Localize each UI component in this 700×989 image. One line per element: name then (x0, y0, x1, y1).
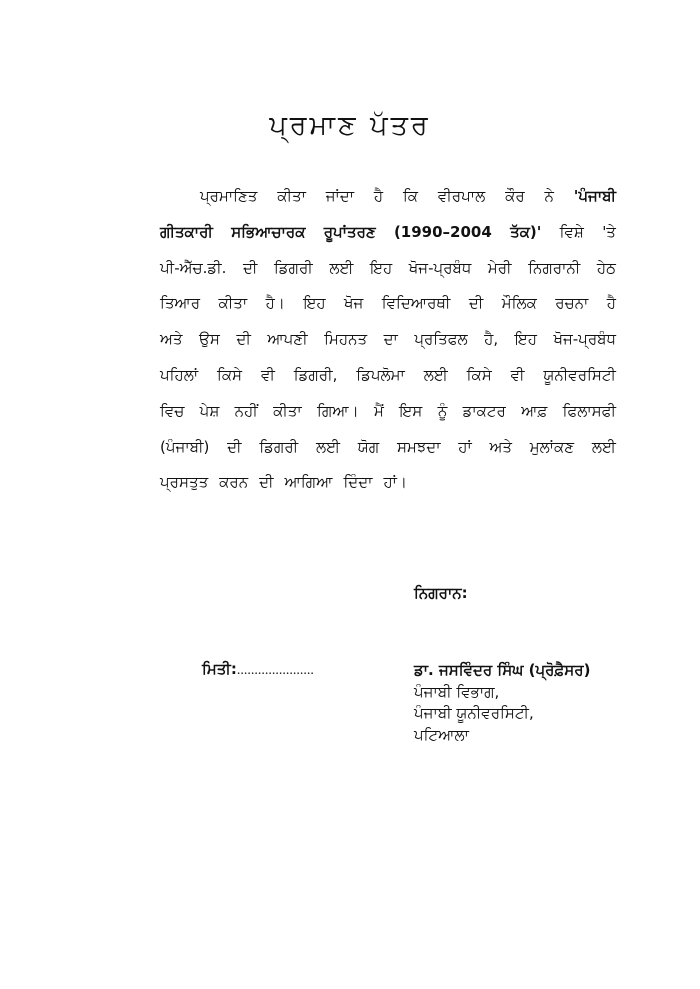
word: ਹੇਠ (596, 258, 616, 277)
word: ਲਈ (329, 258, 354, 277)
word: ਕੀਤਾ (273, 401, 302, 420)
word: ਨਿਗਰਾਨੀ (528, 258, 581, 277)
bold-word: ਤੱਕ)' (510, 222, 542, 241)
word: ਇਹ (514, 330, 537, 349)
word: ਵੀ (260, 365, 275, 384)
bold-word: 'ਪੰਜਾਬੀ (573, 187, 616, 205)
date-block (202, 660, 314, 679)
word: ਪਹਿਲਾਂ (160, 365, 199, 384)
word: ਮੁਲਾਂਕਣ (529, 437, 575, 456)
word: ਵਿਚ (160, 401, 185, 420)
word: ਯੂਨੀਵਰਸਿਟੀ (543, 365, 616, 384)
word: ਅਤੇ (160, 330, 183, 349)
word: ਮੈਂ (374, 401, 384, 420)
bold-word: ਸਭਿਆਚਾਰਕ (231, 222, 306, 241)
word: ਕਰਨ (219, 473, 249, 492)
word: 'ਤੇ (602, 222, 616, 241)
word: ਇਸ (399, 401, 423, 420)
university: ਪੰਜਾਬੀ ਯੂਨੀਵਰਸਿਟੀ, (414, 704, 534, 722)
paragraph-line (160, 187, 616, 223)
word: ਸਮਝਦਾ (396, 437, 441, 456)
paragraph-line (160, 259, 616, 295)
bold-word: ਗੀਤਕਾਰੀ (160, 222, 213, 241)
word: ਵੀਰਪਾਲ (437, 187, 486, 205)
bold-word: ਰੂਪਾਂਤਰਣ (323, 222, 376, 241)
word: ਲਈ (591, 437, 616, 456)
city: ਪਟਿਆਲਾ (414, 725, 469, 744)
word: ਇਹ (303, 294, 326, 313)
word: ਹੈ (373, 187, 384, 205)
word: ਲਈ (315, 437, 340, 456)
word: ਨੂੰ (437, 401, 448, 420)
word: ਦੀ (242, 258, 258, 277)
word: ਜਾਂਦਾ (325, 187, 354, 205)
word: ਵਿਸ਼ੇ (559, 222, 584, 241)
paragraph-line (160, 330, 616, 366)
word: ਡਾਕਟਰ (462, 401, 506, 420)
date-blank: ...................... (236, 663, 314, 678)
paragraph-line (160, 473, 616, 509)
word: ਆਫ਼ (521, 401, 548, 420)
word: ਡਿਗਰੀ (273, 258, 313, 277)
word: ਕਿ (402, 187, 419, 205)
word: ਆਪਣੀ (267, 330, 308, 349)
word: ਦਾ (383, 330, 398, 349)
paragraph-line (160, 366, 616, 402)
word: ਵੀ (510, 365, 525, 384)
supervisor-label: ਨਿਗਰਾਨ: (414, 584, 468, 602)
word: ਨੇ (544, 187, 554, 205)
paragraph-line (160, 223, 616, 259)
word: (ਪੰਜਾਬੀ) (160, 437, 210, 456)
word: ਪ੍ਰਮਾਣਿਤ (200, 187, 258, 205)
word: ਪ੍ਰਸਤੁਤ (160, 473, 209, 492)
word: ਆਗਿਆ (284, 473, 333, 492)
word: ਕਿਸੇ (466, 365, 492, 384)
word: ਡਿਗਰੀ (259, 437, 299, 456)
word: ਹੈ, (484, 330, 499, 349)
word: ਦੀ (236, 330, 251, 349)
word: ਦੀ (227, 437, 242, 456)
word: ਪੇਸ਼ (199, 401, 220, 420)
word: ਹਾਂ। (383, 473, 408, 492)
signature-block (414, 660, 590, 746)
word: ਡਿਗਰੀ, (293, 365, 338, 384)
paragraph-line (160, 294, 616, 330)
supervisor-name: ਡਾ. ਜਸਵਿੰਦਰ ਸਿੰਘ (ਪ੍ਰੋਫ਼ੈਸਰ) (414, 661, 591, 679)
department: ਪੰਜਾਬੀ ਵਿਭਾਗ, (414, 682, 500, 701)
word: ਰਚਨਾ (555, 294, 589, 313)
word: ਇਹ (369, 258, 393, 277)
word: ਲਈ (423, 365, 448, 384)
word: ਕੀਤਾ (277, 187, 306, 205)
word: ਅਤੇ (489, 437, 513, 456)
word: ਮੌਲਿਕ (501, 294, 537, 313)
word: ਕੀਤਾ (218, 294, 248, 313)
word: ਵਿਦਿਆਰਥੀ (381, 294, 451, 313)
word: ਨਹੀਂ (234, 401, 258, 420)
word: ਮੇਰੀ (487, 258, 512, 277)
certificate-paragraph (160, 187, 616, 509)
word: ਖੋਜ-ਪ੍ਰਬੰਧ (553, 330, 616, 349)
word: ਮਿਹਨਤ (324, 330, 368, 349)
word: ਦੀ (259, 473, 274, 492)
word: ਕੌਰ (505, 187, 525, 205)
word: ਹਾਂ (458, 437, 472, 456)
word: ਖੋਜ (344, 294, 364, 313)
word: ਯੋਗ (357, 437, 380, 456)
paragraph-line (160, 402, 616, 438)
date-label: ਮਿਤੀ: (202, 660, 237, 678)
word: ਫਿਲਾਸਫੀ (562, 401, 616, 420)
word: ਗਿਆ। (317, 401, 359, 420)
word: ਹੈ (606, 294, 616, 313)
word: ਉਸ (199, 330, 220, 349)
paragraph-line (160, 438, 616, 474)
word: ਦਿੰਦਾ (343, 473, 373, 492)
word: ਡਿਪਲੋਮਾ (356, 365, 405, 384)
word: ਪੀ-ਐੱਚ.ਡੀ. (160, 258, 227, 277)
word: ਹੈ। (265, 294, 285, 313)
word: ਕਿਸੇ (217, 365, 243, 384)
bold-word: (1990–2004 (393, 222, 492, 241)
word: ਦੀ (468, 294, 484, 313)
word: ਤਿਆਰ (160, 294, 201, 313)
word: ਖੋਜ-ਪ੍ਰਬੰਧ (408, 258, 472, 277)
word: ਪ੍ਰਤਿਫਲ (414, 330, 468, 349)
page-title: ਪ੍ਰਮਾਣ ਪੱਤਰ (269, 110, 431, 141)
